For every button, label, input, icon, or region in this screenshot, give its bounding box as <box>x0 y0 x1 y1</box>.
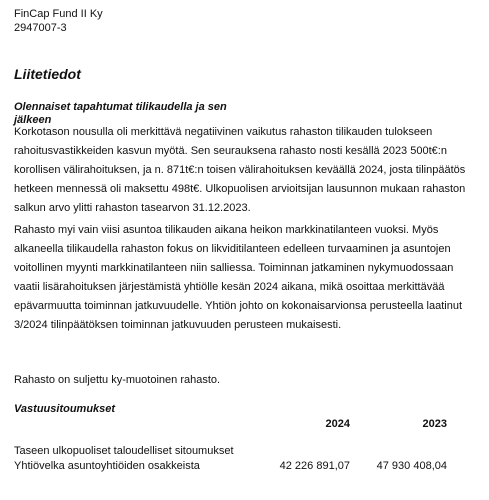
events-paragraph-2: Rahasto myi vain viisi asuntoa tilikauden aikana heikon markkinatilanteen vuoksi. Myös alkaneella tilikaudella rahaston fokus on likviditilanteen edelleen turvaaminen ja asuntojen voitollinen myynti markkinatilanteen niin salliessa. Toiminnan jatkaminen nykymuodossaan vaatii lisärahoituksen järjestämistä yhtiölle kesän 2024 aikana, mikä osoittaa merkittävää epävarmuutta toiminnan jatkuvuudelle. Yhtiön johto on kokonaisarvionsa perusteella laatinut 3/2024 tilinpäätöksen toiminnan jatkuvuuden perusteen mukaisesti. <box>14 224 463 331</box>
events-heading: Olennaiset tapahtumat tilikaudella ja sen jälkeen <box>14 101 227 126</box>
commitments-heading: Vastuusitoumukset <box>14 403 116 415</box>
business-id: 2947007-3 <box>14 22 67 34</box>
events-paragraph-3: Rahasto on suljettu ky-muotoinen rahasto. <box>14 374 221 386</box>
events-paragraph-1: Korkotason nousulla oli merkittävä negatiivinen vaikutus rahaston tilikauden tulokseen rahoitusvastikkeiden kasvun myötä. Sen seurauksena rahasto nosti kesällä 2023 500t€:n korollisen välirahoituksen, ja n. 871t€:n toisen välirahoituksen keväällä 2024, josta tilinpäätös hetkeen mennessä oli maksettu 498t€. Ulkopuolisen arvioitsijan lausunnon mukaan rahaston salkun arvo ylitti rahaston tasearvon 31.12.2023. <box>14 126 466 214</box>
joint-debt-2023-value: 47 930 408,04 <box>376 460 447 472</box>
section-title: Liitetiedot <box>14 66 81 82</box>
joint-debt-row-label: Yhtiövelka asuntoyhtiöiden osakkeista <box>14 460 200 472</box>
year-2024-header: 2024 <box>325 418 350 430</box>
joint-debt-2024-value: 42 226 891,07 <box>279 460 350 472</box>
year-2023-header: 2023 <box>422 418 447 430</box>
commitments-row-label: Taseen ulkopuoliset taloudelliset sitoumukset <box>14 445 234 457</box>
company-name: FinCap Fund II Ky <box>14 8 103 20</box>
company-header <box>14 7 103 35</box>
